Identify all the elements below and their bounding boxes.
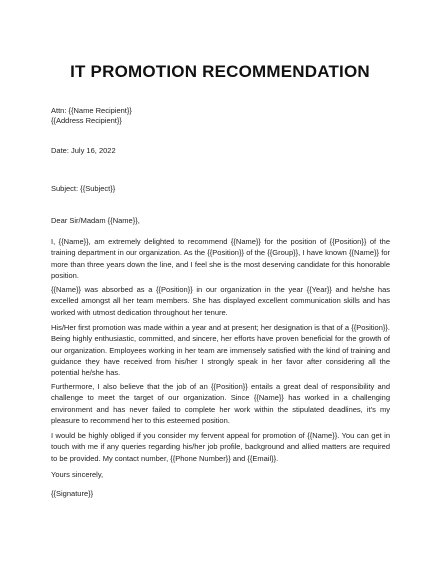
address-line: {{Address Recipient}} bbox=[51, 116, 122, 125]
salutation: Dear Sir/Madam {{Name}}, bbox=[51, 216, 140, 225]
paragraph-2: {{Name}} was absorbed as a {{Position}} in our organization in the year {{Year}} and he/she has excelled amongst all her team members. She has displayed excellent communication skills and has worked with utmost dedication throughout her tenure. bbox=[51, 285, 390, 317]
subject-line: Subject: {{Subject}} bbox=[51, 184, 116, 193]
paragraph-3: His/Her first promotion was made within a year and at present; her designation is that of a {{Position}}. Being highly enthusiastic, committed, and sincere, her efforts have proven beneficial for the growth of our organization. Employees working in her team are immensely satisfied with the kind of training and guidance they have received from his/her I strongly speak in her favor after considering all the potential he/she has. bbox=[51, 323, 390, 378]
document-title: IT PROMOTION RECOMMENDATION bbox=[70, 62, 370, 81]
attn-line: Attn: {{Name Recipient}} bbox=[51, 106, 132, 115]
signature-line: {{Signature}} bbox=[51, 489, 94, 498]
closing-line: Yours sincerely, bbox=[51, 470, 104, 479]
paragraph-5: I would be highly obliged if you consider my fervent appeal for promotion of {{Name}}. You can get in touch with me if any queries regarding his/her job profile, background and allied matters are required to be provided. My contact number, {{Phone Number}} and {{Email}}. bbox=[51, 431, 390, 463]
paragraph-4: Furthermore, I also believe that the job of an {{Position}} entails a great deal of responsibility and challenge to meet the target of our organization. Since {{Name}} has worked in a challenging environment and has never failed to complete her work within the stipulated deadlines, it's my pleasure to recommend her to this esteemed position. bbox=[51, 382, 390, 425]
paragraph-1: I, {{Name}}, am extremely delighted to recommend {{Name}} for the position of {{Position}} of the training department in our organization. As the {{Position}} of the {{Group}}, I have known {{Name}} for more than three years down the line, and I feel she is the most deserving candidate for this honorable position. bbox=[51, 237, 390, 280]
date-line: Date: July 16, 2022 bbox=[51, 146, 116, 155]
